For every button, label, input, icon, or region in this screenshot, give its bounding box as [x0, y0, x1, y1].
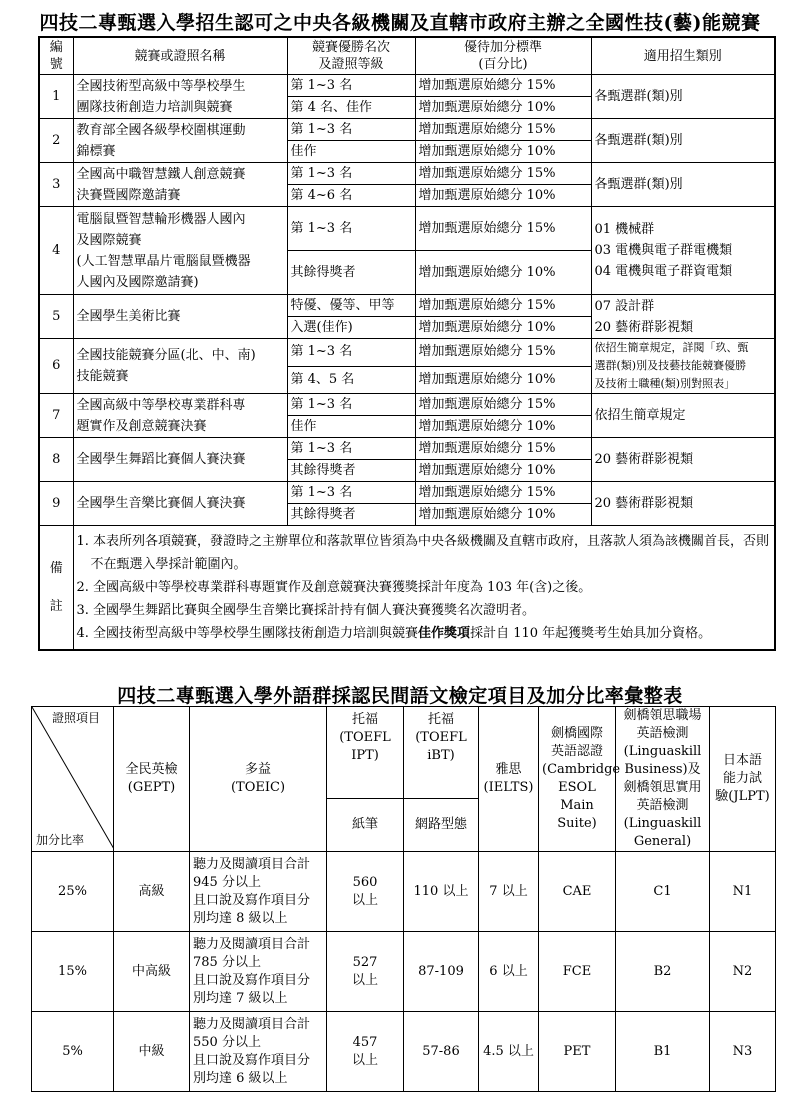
table2-title: 四技二專甄選入學外語群採認民間語文檢定項目及加分比率彙整表	[117, 685, 683, 707]
category-cell: 07 設計群 20 藝術群影視類	[591, 295, 775, 339]
header-linguaskill: 劍橋領思職場 英語檢測 (Linguaskill Business)及 劍橋領思實用 英語檢測 (Linguaskill General)	[616, 707, 710, 852]
bonus-cell: 增加甄選原始總分 15%	[415, 394, 591, 416]
competition-name: 全國技術型高級中等學校學生 團隊技術創造力培訓與競賽	[73, 75, 287, 119]
rank-cell: 第 1~3 名	[287, 75, 415, 97]
competition-row	[39, 394, 775, 416]
ielts-cell: 6 以上	[479, 932, 539, 1012]
linguaskill-cell: C1	[616, 852, 710, 932]
header-type: 適用招生類別	[591, 37, 775, 75]
linguaskill-cell: B2	[616, 932, 710, 1012]
corner-cell	[32, 707, 114, 852]
note-item: 3. 全國學生舞蹈比賽與全國學生音樂比賽採計持有個人賽決賽獲獎名次證明者。	[76, 603, 536, 618]
bonus-cell: 增加甄選原始總分 15%	[415, 75, 591, 97]
header-jlpt: 日本語 能力試 驗(JLPT)	[710, 707, 776, 852]
gept-cell: 中高級	[114, 932, 190, 1012]
bonus-cell: 增加甄選原始總分 15%	[415, 438, 591, 460]
rank-cell: 第 1~3 名	[287, 438, 415, 460]
gept-cell: 中級	[114, 1012, 190, 1092]
gept-cell: 高級	[114, 852, 190, 932]
rate-cell: 5%	[32, 1012, 114, 1092]
diagonal-line	[32, 707, 114, 849]
bonus-cell: 增加甄選原始總分 10%	[415, 185, 591, 207]
category-cell: 20 藝術群影視類	[591, 438, 775, 482]
competition-name: 教育部全國各級學校圍棋運動 錦標賽	[73, 119, 287, 163]
jlpt-cell: N2	[710, 932, 776, 1012]
rate-cell: 25%	[32, 852, 114, 932]
header-gept: 全民英檢 (GEPT)	[114, 707, 190, 852]
header-toefl-ibt: 托福 (TOEFL iBT)	[404, 707, 479, 799]
bonus-cell: 增加甄選原始總分 15%	[415, 119, 591, 141]
bonus-cell: 增加甄選原始總分 15%	[415, 207, 591, 251]
competition-row	[39, 207, 775, 251]
rate-cell: 15%	[32, 932, 114, 1012]
note-item: 1. 本表所列各項競賽，發證時之主辦單位和落款單位皆須為中央各級機關及直轄市政府，且落款人須為該機關首長，否則不在甄選入學採計範圍內。	[76, 534, 770, 572]
score-row	[32, 1012, 776, 1092]
category-cell: 依招生簡章規定	[591, 394, 775, 438]
bonus-cell: 增加甄選原始總分 15%	[415, 339, 591, 367]
bonus-cell: 增加甄選原始總分 10%	[415, 366, 591, 394]
header-toeic: 多益 (TOEIC)	[190, 707, 327, 852]
table1-title: 四技二專甄選入學招生認可之中央各級機關及直轄市政府主辦之全國性技(藝)能競賽	[39, 12, 761, 34]
linguaskill-cell: B1	[616, 1012, 710, 1092]
rank-cell: 佳作	[287, 416, 415, 438]
notes-label: 備 註	[39, 526, 73, 651]
header-toefl-ipt: 托福 (TOEFL IPT)	[327, 707, 404, 799]
corner-bottom-label: 加分比率	[36, 833, 85, 847]
toefl-ipt-cell: 527 以上	[327, 932, 404, 1012]
toefl-ibt-cell: 110 以上	[404, 852, 479, 932]
row-number: 5	[39, 295, 73, 339]
row-number: 2	[39, 119, 73, 163]
header-name: 競賽或證照名稱	[73, 37, 287, 75]
row-number: 3	[39, 163, 73, 207]
row-number: 6	[39, 339, 73, 394]
category-cell: 01 機械群 03 電機與電子群電機類 04 電機與電子群資電類	[591, 207, 775, 295]
corner-top-label: 證照項目	[52, 711, 101, 725]
note-item: 2. 全國高級中等學校專業群科專題實作及創意競賽決賽獲獎採計年度為 103 年(含)之後。	[76, 580, 592, 595]
note-item: 4. 全國技術型高級中等學校學生團隊技術創造力培訓與競賽佳作獎項採計自 110 年起獲獎考生始具加分資格。	[76, 626, 712, 641]
row-number: 1	[39, 75, 73, 119]
bonus-cell: 增加甄選原始總分 10%	[415, 251, 591, 295]
cambridge-cell: PET	[539, 1012, 616, 1092]
header-rank: 競賽優勝名次 及證照等級	[287, 37, 415, 75]
toeic-cell: 聽力及閱讀項目合計 785 分以上 且口說及寫作項目分 別均達 7 級以上	[190, 932, 327, 1012]
category-cell: 依招生簡章規定，詳閱「玖、甄 選群(類)別及技藝技能競賽優勝 及技術士職種(類)別對照表」	[591, 339, 775, 394]
header-num: 編 號	[39, 37, 73, 75]
bonus-cell: 增加甄選原始總分 10%	[415, 141, 591, 163]
header-sub-paper: 紙筆	[327, 798, 404, 851]
toeic-cell: 聽力及閱讀項目合計 550 分以上 且口說及寫作項目分 別均達 6 級以上	[190, 1012, 327, 1092]
row-number: 4	[39, 207, 73, 295]
competition-table	[38, 36, 776, 651]
language-test-table	[31, 706, 776, 1092]
header-cambridge: 劍橋國際 英語認證 (Cambridge ESOL Main Suite)	[539, 707, 616, 852]
competition-row	[39, 163, 775, 185]
toeic-cell: 聽力及閱讀項目合計 945 分以上 且口說及寫作項目分 別均達 8 級以上	[190, 852, 327, 932]
category-cell: 各甄選群(類)別	[591, 119, 775, 163]
bonus-cell: 增加甄選原始總分 15%	[415, 295, 591, 317]
competition-name: 電腦鼠暨智慧輪形機器人國內 及國際競賽 (人工智慧單晶片電腦鼠暨機器 人國內及國際邀請賽)	[73, 207, 287, 295]
rank-cell: 其餘得獎者	[287, 251, 415, 295]
bonus-cell: 增加甄選原始總分 15%	[415, 482, 591, 504]
rank-cell: 第 1~3 名	[287, 119, 415, 141]
bonus-cell: 增加甄選原始總分 10%	[415, 460, 591, 482]
competition-name: 全國學生美術比賽	[73, 295, 287, 339]
bonus-cell: 增加甄選原始總分 10%	[415, 504, 591, 526]
rank-cell: 第 4、5 名	[287, 366, 415, 394]
rank-cell: 入選(佳作)	[287, 317, 415, 339]
rank-cell: 特優、優等、甲等	[287, 295, 415, 317]
jlpt-cell: N3	[710, 1012, 776, 1092]
score-row	[32, 932, 776, 1012]
header-sub-internet: 網路型態	[404, 798, 479, 851]
ielts-cell: 4.5 以上	[479, 1012, 539, 1092]
rank-cell: 第 4 名、佳作	[287, 97, 415, 119]
score-row	[32, 852, 776, 932]
rank-cell: 第 1~3 名	[287, 394, 415, 416]
competition-row	[39, 438, 775, 460]
competition-row	[39, 339, 775, 367]
toefl-ibt-cell: 87-109	[404, 932, 479, 1012]
competition-row	[39, 295, 775, 317]
bonus-cell: 增加甄選原始總分 15%	[415, 163, 591, 185]
cambridge-cell: CAE	[539, 852, 616, 932]
bonus-cell: 增加甄選原始總分 10%	[415, 317, 591, 339]
category-cell: 20 藝術群影視類	[591, 482, 775, 526]
rank-cell: 第 1~3 名	[287, 163, 415, 185]
toefl-ibt-cell: 57-86	[404, 1012, 479, 1092]
header-ielts: 雅思 (IELTS)	[479, 707, 539, 852]
rank-cell: 佳作	[287, 141, 415, 163]
bonus-cell: 增加甄選原始總分 10%	[415, 416, 591, 438]
category-cell: 各甄選群(類)別	[591, 163, 775, 207]
competition-row	[39, 482, 775, 504]
competition-row	[39, 75, 775, 97]
rank-cell: 第 4~6 名	[287, 185, 415, 207]
rank-cell: 其餘得獎者	[287, 460, 415, 482]
rank-cell: 其餘得獎者	[287, 504, 415, 526]
row-number: 7	[39, 394, 73, 438]
toefl-ipt-cell: 560 以上	[327, 852, 404, 932]
notes	[73, 526, 775, 651]
bonus-cell: 增加甄選原始總分 10%	[415, 97, 591, 119]
competition-name: 全國高中職智慧鐵人創意競賽 決賽暨國際邀請賽	[73, 163, 287, 207]
category-cell: 各甄選群(類)別	[591, 75, 775, 119]
competition-name: 全國技能競賽分區(北、中、南) 技能競賽	[73, 339, 287, 394]
rank-cell: 第 1~3 名	[287, 207, 415, 251]
toefl-ipt-cell: 457 以上	[327, 1012, 404, 1092]
cambridge-cell: FCE	[539, 932, 616, 1012]
row-number: 9	[39, 482, 73, 526]
header-bonus: 優待加分標準 (百分比)	[415, 37, 591, 75]
competition-name: 全國學生舞蹈比賽個人賽決賽	[73, 438, 287, 482]
competition-name: 全國高級中等學校專業群科專 題實作及創意競賽決賽	[73, 394, 287, 438]
competition-name: 全國學生音樂比賽個人賽決賽	[73, 482, 287, 526]
rank-cell: 第 1~3 名	[287, 482, 415, 504]
competition-row	[39, 119, 775, 141]
row-number: 8	[39, 438, 73, 482]
jlpt-cell: N1	[710, 852, 776, 932]
ielts-cell: 7 以上	[479, 852, 539, 932]
rank-cell: 第 1~3 名	[287, 339, 415, 367]
